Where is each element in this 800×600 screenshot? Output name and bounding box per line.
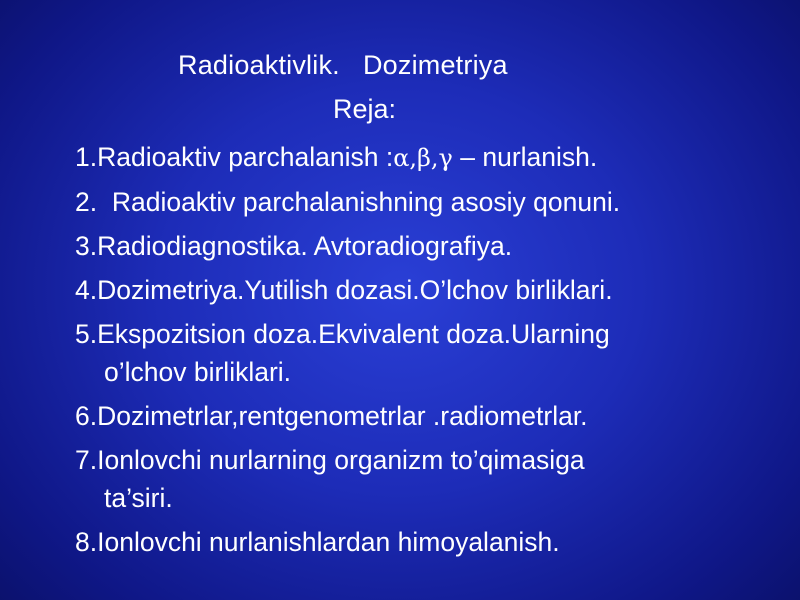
item-continuation: o’lchov birliklari. [104, 357, 292, 387]
list-item [75, 138, 775, 177]
item-number: 3. [75, 231, 98, 261]
list-item [75, 227, 775, 265]
item-continuation: ta’siri. [104, 483, 173, 513]
greek-symbols: α,β,γ [393, 144, 453, 172]
item-number: 4. [75, 275, 98, 305]
list-item [75, 397, 775, 435]
item-text: Ekspozitsion doza.Ekvivalent doza.Ularning [97, 319, 610, 349]
item-number: 8. [75, 527, 98, 557]
item-suffix: – nurlanish. [452, 142, 598, 172]
item-number: 7. [75, 445, 98, 475]
item-text: Ionlovchi nurlarning organizm to’qimasiga [97, 445, 585, 475]
item-number: 5. [75, 319, 98, 349]
item-text: Dozimetrlar,rentgenometrlar .radiometrlar. [97, 401, 588, 431]
item-number: 2. [75, 187, 98, 217]
item-number: 6. [75, 401, 98, 431]
item-text: Radioaktiv parchalanish : [97, 142, 394, 172]
item-number: 1. [75, 142, 98, 172]
plan-list [75, 138, 775, 567]
slide-subtitle: Reja: [333, 94, 397, 124]
list-item [75, 183, 775, 221]
list-item [75, 441, 775, 517]
item-text: Ionlovchi nurlanishlardan himoyalanish. [97, 527, 560, 557]
list-item [75, 271, 775, 309]
item-text: Dozimetriya.Yutilish dozasi.O’lchov birliklari. [97, 275, 613, 305]
slide-title: Radioaktivlik. Dozimetriya [178, 50, 508, 80]
list-item [75, 523, 775, 561]
item-text: Radioaktiv parchalanishning asosiy qonuni. [97, 187, 621, 217]
list-item [75, 315, 775, 391]
item-text: Radiodiagnostika. Avtoradiografiya. [97, 231, 513, 261]
